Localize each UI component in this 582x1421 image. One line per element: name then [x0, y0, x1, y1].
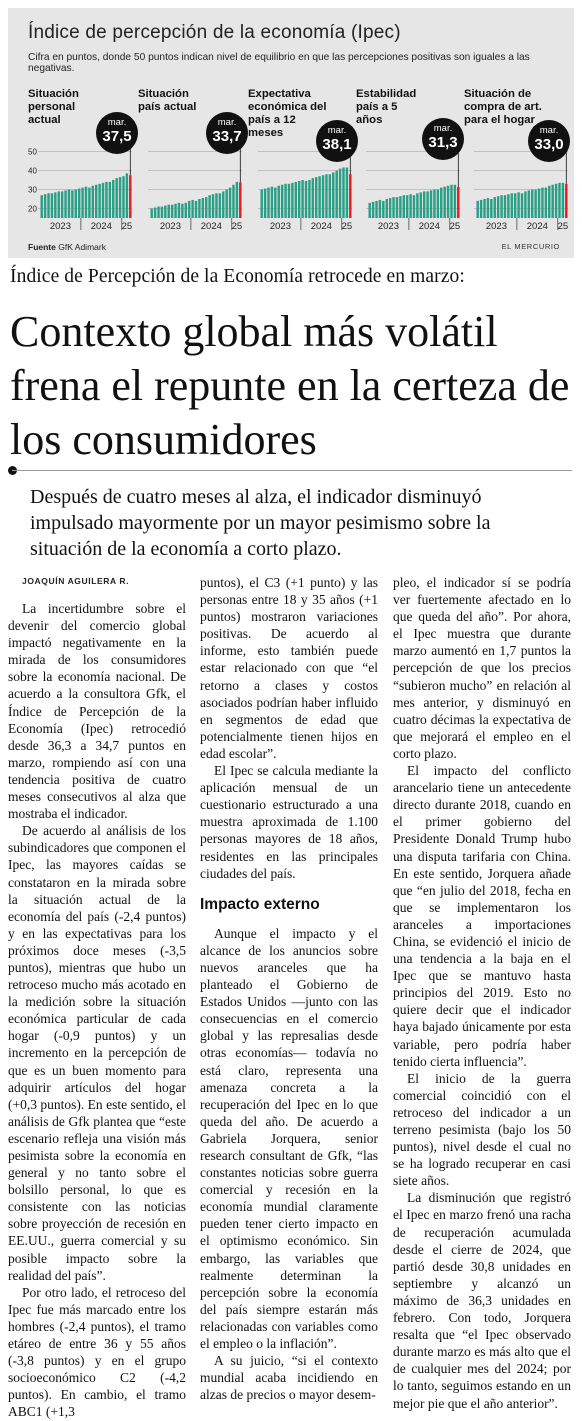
bar: [392, 197, 394, 218]
bar: [538, 189, 540, 218]
bar: [396, 197, 398, 218]
bar: [298, 181, 300, 218]
bar: [528, 190, 530, 218]
bar: [497, 196, 499, 218]
paragraph: puntos), el C3 (+1 punto) y las personas entre 18 y 35 años (+1 puntos) mostraron variaciones positivas. De acuerdo al informe, esto también puede estar relacionado con que “el retorno a clases y costos asociados podrían haber influido en segmentos de edad que potencialmente tienen hijos en edad escolar”.: [200, 575, 378, 761]
paragraph: Por otro lado, el retroceso del Ipec fue más marcado entre los hombres (-2,4 puntos), el tramo etáreo de entre 36 y 55 años (-3,8 puntos) y en el grupo socioeconómico C2 (-4,2 puntos). En cambio, el tramo ABC1 (+1,3: [8, 1284, 186, 1420]
bar: [315, 177, 317, 218]
bar: [171, 205, 173, 218]
bar: [219, 193, 221, 218]
bar: [212, 194, 214, 218]
bar: [332, 172, 334, 218]
bar: [517, 192, 519, 218]
bar: [157, 207, 159, 218]
bar: [291, 183, 293, 218]
chart-svg: [248, 88, 358, 236]
bar: [85, 187, 87, 218]
paragraph: Aunque el impacto y el alcance de los anuncios sobre nuevos aranceles que ha planteado el Gobierno de Estados Unidos —junto con las consecuencias en el comercio global y las represalias desde otras economías— todavía no está claro, representa una amenaza concreta a la recuperación del Ipec en lo que queda del año. De acuerdo a Gabriela Jorquera, senior research consultant de Gfk, “las constantes noticias sobre guerra comercial y recesión en la economía mundial claramente pueden tener cierto impacto en el optimismo económico. Sin embargo, las variables que realmente determinan la percepción sobre la economía del país siempre estarán más relacionadas con variables como el empleo o la inflación”.: [200, 925, 378, 1352]
paragraph: A su juicio, “si el contexto mundial acaba incidiendo en alzas de precios o mayor desem-: [200, 1353, 378, 1403]
bar-highlight: [129, 175, 131, 218]
bar: [168, 205, 170, 218]
bar: [188, 201, 190, 218]
bar: [178, 203, 180, 218]
bar: [102, 183, 104, 218]
chart-svg: [138, 88, 248, 236]
bar: [202, 198, 204, 218]
bar: [40, 195, 42, 218]
bar: [54, 192, 56, 218]
bar: [555, 184, 557, 218]
bar: [329, 174, 331, 218]
bar: [47, 193, 49, 218]
bar: [325, 174, 327, 218]
divider-rule: [12, 470, 572, 471]
bar: [264, 189, 266, 218]
bar: [423, 191, 425, 218]
article-headline: Contexto global más volátil frena el repunte en la certeza de los consumidores: [10, 307, 570, 464]
source-name: GfK Adimark: [58, 242, 106, 252]
bar: [514, 193, 516, 218]
article-lede: Después de cuatro meses al alza, el indicador disminuyó impulsado mayormente por un mayor pesimismo sobre la situación de la economía a corto plazo.: [30, 486, 491, 560]
section-subhead: Impacto externo: [200, 895, 320, 913]
badge-month: mar.: [433, 123, 453, 134]
bar: [440, 188, 442, 218]
chart-panel-pais: [138, 88, 248, 236]
bar: [426, 191, 428, 218]
bar: [562, 183, 564, 218]
x-tick-label: 2024: [200, 221, 222, 232]
paragraph: El Ipec se calcula mediante la aplicación mensual de un cuestionario estructurado a una muestra aproximada de 1.100 personas mayores de 18 años, residentes en las principales ciudades del país.: [200, 763, 378, 881]
bar: [487, 198, 489, 218]
chart-panel-expectativa: [248, 88, 358, 236]
bar: [126, 173, 128, 218]
bar: [504, 195, 506, 218]
bar: [305, 181, 307, 218]
bar: [494, 197, 496, 218]
y-tick-label: 50: [28, 147, 37, 157]
bar: [150, 209, 152, 219]
x-tick-label: 2024: [310, 221, 332, 232]
bar-highlight: [457, 187, 459, 218]
article-byline: JOAQUÍN AGUILERA R.: [22, 576, 130, 586]
bar: [420, 192, 422, 218]
bar: [322, 175, 324, 218]
bar: [185, 203, 187, 218]
bar: [447, 186, 449, 218]
x-tick-label: 2023: [485, 221, 508, 232]
badge-value: 31,3: [428, 134, 458, 151]
bar: [284, 184, 286, 218]
bar: [191, 200, 193, 218]
bar: [181, 204, 183, 218]
bar: [75, 190, 77, 219]
bar: [511, 193, 513, 218]
bar: [318, 176, 320, 218]
bar: [521, 193, 523, 218]
value-badge: [316, 120, 358, 162]
bar: [443, 187, 445, 218]
bar: [81, 188, 83, 218]
y-tick-label: 20: [28, 204, 37, 214]
bar: [368, 203, 370, 218]
x-tick-label: 2023: [269, 221, 292, 232]
bar: [68, 190, 70, 219]
chart-svg: [28, 88, 138, 236]
x-tick-label: 25: [557, 221, 569, 232]
value-badge: [206, 112, 248, 154]
bar: [105, 182, 107, 218]
bar: [551, 185, 553, 218]
bar: [308, 180, 310, 218]
bar: [480, 200, 482, 218]
bar: [208, 195, 210, 218]
bar: [58, 191, 60, 218]
x-tick-label: 25: [231, 221, 243, 232]
bar: [267, 188, 269, 218]
bar: [382, 201, 384, 218]
source-line: [28, 242, 106, 252]
bar: [274, 188, 276, 218]
bar: [339, 169, 341, 218]
bar: [312, 178, 314, 218]
bar: [44, 194, 46, 218]
bar: [548, 186, 550, 218]
bar: [450, 185, 452, 218]
bar: [51, 193, 53, 218]
x-tick-label: 2023: [49, 221, 72, 232]
bar: [64, 190, 66, 218]
bar: [545, 188, 547, 218]
bar: [372, 202, 374, 218]
bar: [115, 178, 117, 218]
bar: [236, 182, 238, 218]
badge-month: mar.: [539, 125, 559, 136]
bar: [335, 171, 337, 219]
badge-month: mar.: [217, 117, 237, 128]
bar: [271, 187, 273, 218]
bar-highlight: [565, 184, 567, 218]
bar: [558, 183, 560, 218]
bar: [164, 206, 166, 218]
paragraph: La disminución que registró el Ipec en marzo frenó una racha de recuperación acumulada desde el cierre de 2024, que partió desde 30,8 unidades en septiembre y alcanzó un máximo de 36,3 unidades en febrero. Con todo, Jorquera resalta que “el Ipec observado durante marzo es más alto que el de cualquier mes del 2024; por lo tanto, seguimos estando en un mejor pie que el año anterior”.: [393, 1190, 571, 1411]
brand-logo: EL MERCURIO: [501, 242, 560, 251]
bar: [500, 195, 502, 218]
bar: [174, 204, 176, 218]
column-3: [393, 574, 571, 1412]
infographic-subtitle: Cifra en puntos, donde 50 puntos indican nivel de equilibrio en que las percepciones positivas son iguales a las negativas.: [28, 52, 530, 74]
value-badge: [96, 112, 138, 154]
bar: [119, 177, 121, 218]
bar: [222, 191, 224, 218]
bar: [406, 195, 408, 218]
bar: [524, 191, 526, 218]
paragraph: La incertidumbre sobre el devenir del comercio global impactó negativamente en la mirada de los consumidores sobre la economía nacional. De acuerdo a la consultora Gfk, el Índice de Percepción de la Economía (Ipec) retrocedió desde 36,3 a 34,7 puntos en marzo, rompiendo así con una tendencia positiva de cuatro meses consecutivos al alza que mostraba el indicador.: [8, 601, 186, 822]
chart-panel-compra: [464, 88, 574, 236]
paragraph: El inicio de la guerra comercial coincidió con el retroceso del indicador a un terreno pesimista (bajo los 50 puntos), nivel desde el cual no se ha logrado recuperar en casi siete años.: [393, 1070, 571, 1189]
bar: [403, 195, 405, 218]
bar: [386, 199, 388, 218]
value-badge: [422, 118, 464, 160]
bar: [288, 184, 290, 218]
bar: [92, 186, 94, 218]
bar-highlight: [349, 174, 351, 218]
chart-title: Situación de compra de art. para el hogar: [464, 88, 542, 126]
y-tick-label: 40: [28, 166, 37, 176]
bar: [78, 189, 80, 218]
x-tick-label: 2023: [377, 221, 400, 232]
bar: [399, 196, 401, 218]
bar: [483, 199, 485, 218]
bar: [122, 176, 124, 218]
bar: [225, 190, 227, 219]
chart-title: Situación personal actual: [28, 88, 79, 126]
paragraph: El impacto del conflicto arancelario tiene un antecedente directo durante 2018, cuando en el primer gobierno del Presidente Donald Trump hubo una disputa tarifaria con China. En este sentido, Jorquera añade que “en julio del 2018, fecha en que se implementaron los aranceles a importaciones China, se evidenció el inicio de una tendencia a la baja en el Ipec que se mantuvo hasta principios del 2019. Esto no quiere decir que el indicador haya bajado únicamente por esta variable, pero podría haber tenido cierta influencia”.: [393, 763, 571, 1069]
y-tick-label: 30: [28, 185, 37, 195]
bar: [476, 201, 478, 218]
bar: [490, 199, 492, 218]
bar: [413, 195, 415, 218]
badge-value: 37,5: [102, 128, 132, 145]
bar: [346, 167, 348, 218]
bar: [61, 191, 63, 218]
chart-panel-personal: [28, 88, 138, 236]
bar: [454, 185, 456, 218]
infographic-title: Índice de percepción de la economía (Ipec): [28, 22, 401, 43]
bar: [198, 199, 200, 218]
paragraph: pleo, el indicador sí se podría ver fuertemente afectado en lo que queda del año”. Por ahora, el Ipec muestra que durante marzo aumentó en 1,7 puntos la percepción de que los precios “subieron mucho” en relación al mes anterior, y disminuyó en cuatro décimas la expectativa de que mejorará el empleo en el corto plazo.: [393, 575, 571, 761]
bar: [507, 194, 509, 218]
bar: [541, 188, 543, 218]
bar: [375, 201, 377, 218]
chart-svg: [464, 88, 574, 236]
bar: [260, 190, 262, 219]
bar: [534, 190, 536, 219]
x-tick-label: 2024: [90, 221, 112, 232]
column-2: [200, 574, 378, 1403]
chart-svg: [356, 88, 466, 236]
bar: [161, 207, 163, 218]
bar: [379, 200, 381, 218]
bar: [154, 208, 156, 218]
bar: [229, 188, 231, 218]
bar: [437, 190, 439, 219]
chart-title: Expectativa económica del país a 12 meses: [248, 88, 327, 139]
column-1: [8, 600, 186, 1421]
badge-value: 33,7: [212, 128, 242, 145]
bar-highlight: [239, 182, 241, 218]
bar: [95, 185, 97, 218]
value-badge: [528, 120, 570, 162]
badge-month: mar.: [107, 117, 127, 128]
bar: [98, 184, 100, 218]
bar: [205, 197, 207, 218]
x-tick-label: 25: [449, 221, 461, 232]
badge-value: 38,1: [322, 136, 352, 153]
chart-panel-estabilidad: [356, 88, 466, 236]
bar: [281, 185, 283, 218]
x-tick-label: 25: [341, 221, 353, 232]
chart-title: Estabilidad país a 5 años: [356, 88, 417, 126]
bar: [295, 182, 297, 218]
source-label: Fuente: [28, 242, 56, 252]
bar: [88, 188, 90, 218]
bar: [433, 190, 435, 219]
bar: [409, 194, 411, 218]
bar: [430, 190, 432, 218]
bar: [195, 201, 197, 218]
badge-month: mar.: [327, 125, 347, 136]
x-tick-label: 2023: [159, 221, 182, 232]
x-tick-label: 2024: [526, 221, 548, 232]
x-tick-label: 25: [121, 221, 133, 232]
bar: [278, 186, 280, 218]
bar: [389, 198, 391, 218]
chart-title: Situación país actual: [138, 88, 197, 113]
infographic-box: [8, 8, 574, 258]
bar: [232, 185, 234, 218]
bar: [531, 190, 533, 219]
bar: [416, 193, 418, 218]
badge-value: 33,0: [534, 136, 564, 153]
paragraph: De acuerdo al análisis de los subindicadores que componen el Ipec, las mayores caídas se constataron en la mirada sobre la situación actual de la economía del país (-2,4 puntos) y en las expectativas para los próximos doce meses (-3,5 puntos), mientras que hubo un retroceso mucho más acotado en la medición sobre la situación económica particular de cada hogar (-0,9 puntos) y un incremento en la percepción de que es un buen momento para adquirir artículos del hogar (+0,3 puntos). En este sentido, el análisis de Gfk plantea que “este escenario refleja una visión más pesimista sobre la economía en general y no tanto sobre el bolsillo personal, lo que es consistente con las noticias sobre proyección de recesión en EE.UU., guerra comercial y su posible impacto sobre la realidad del país”.: [8, 823, 186, 1283]
bar: [71, 190, 73, 218]
bar: [112, 180, 114, 218]
x-tick-label: 2024: [418, 221, 440, 232]
bar: [342, 167, 344, 218]
bar: [109, 182, 111, 218]
article-kicker: Índice de Percepción de la Economía retrocede en marzo:: [10, 266, 465, 287]
bar: [301, 180, 303, 218]
bar: [215, 193, 217, 218]
